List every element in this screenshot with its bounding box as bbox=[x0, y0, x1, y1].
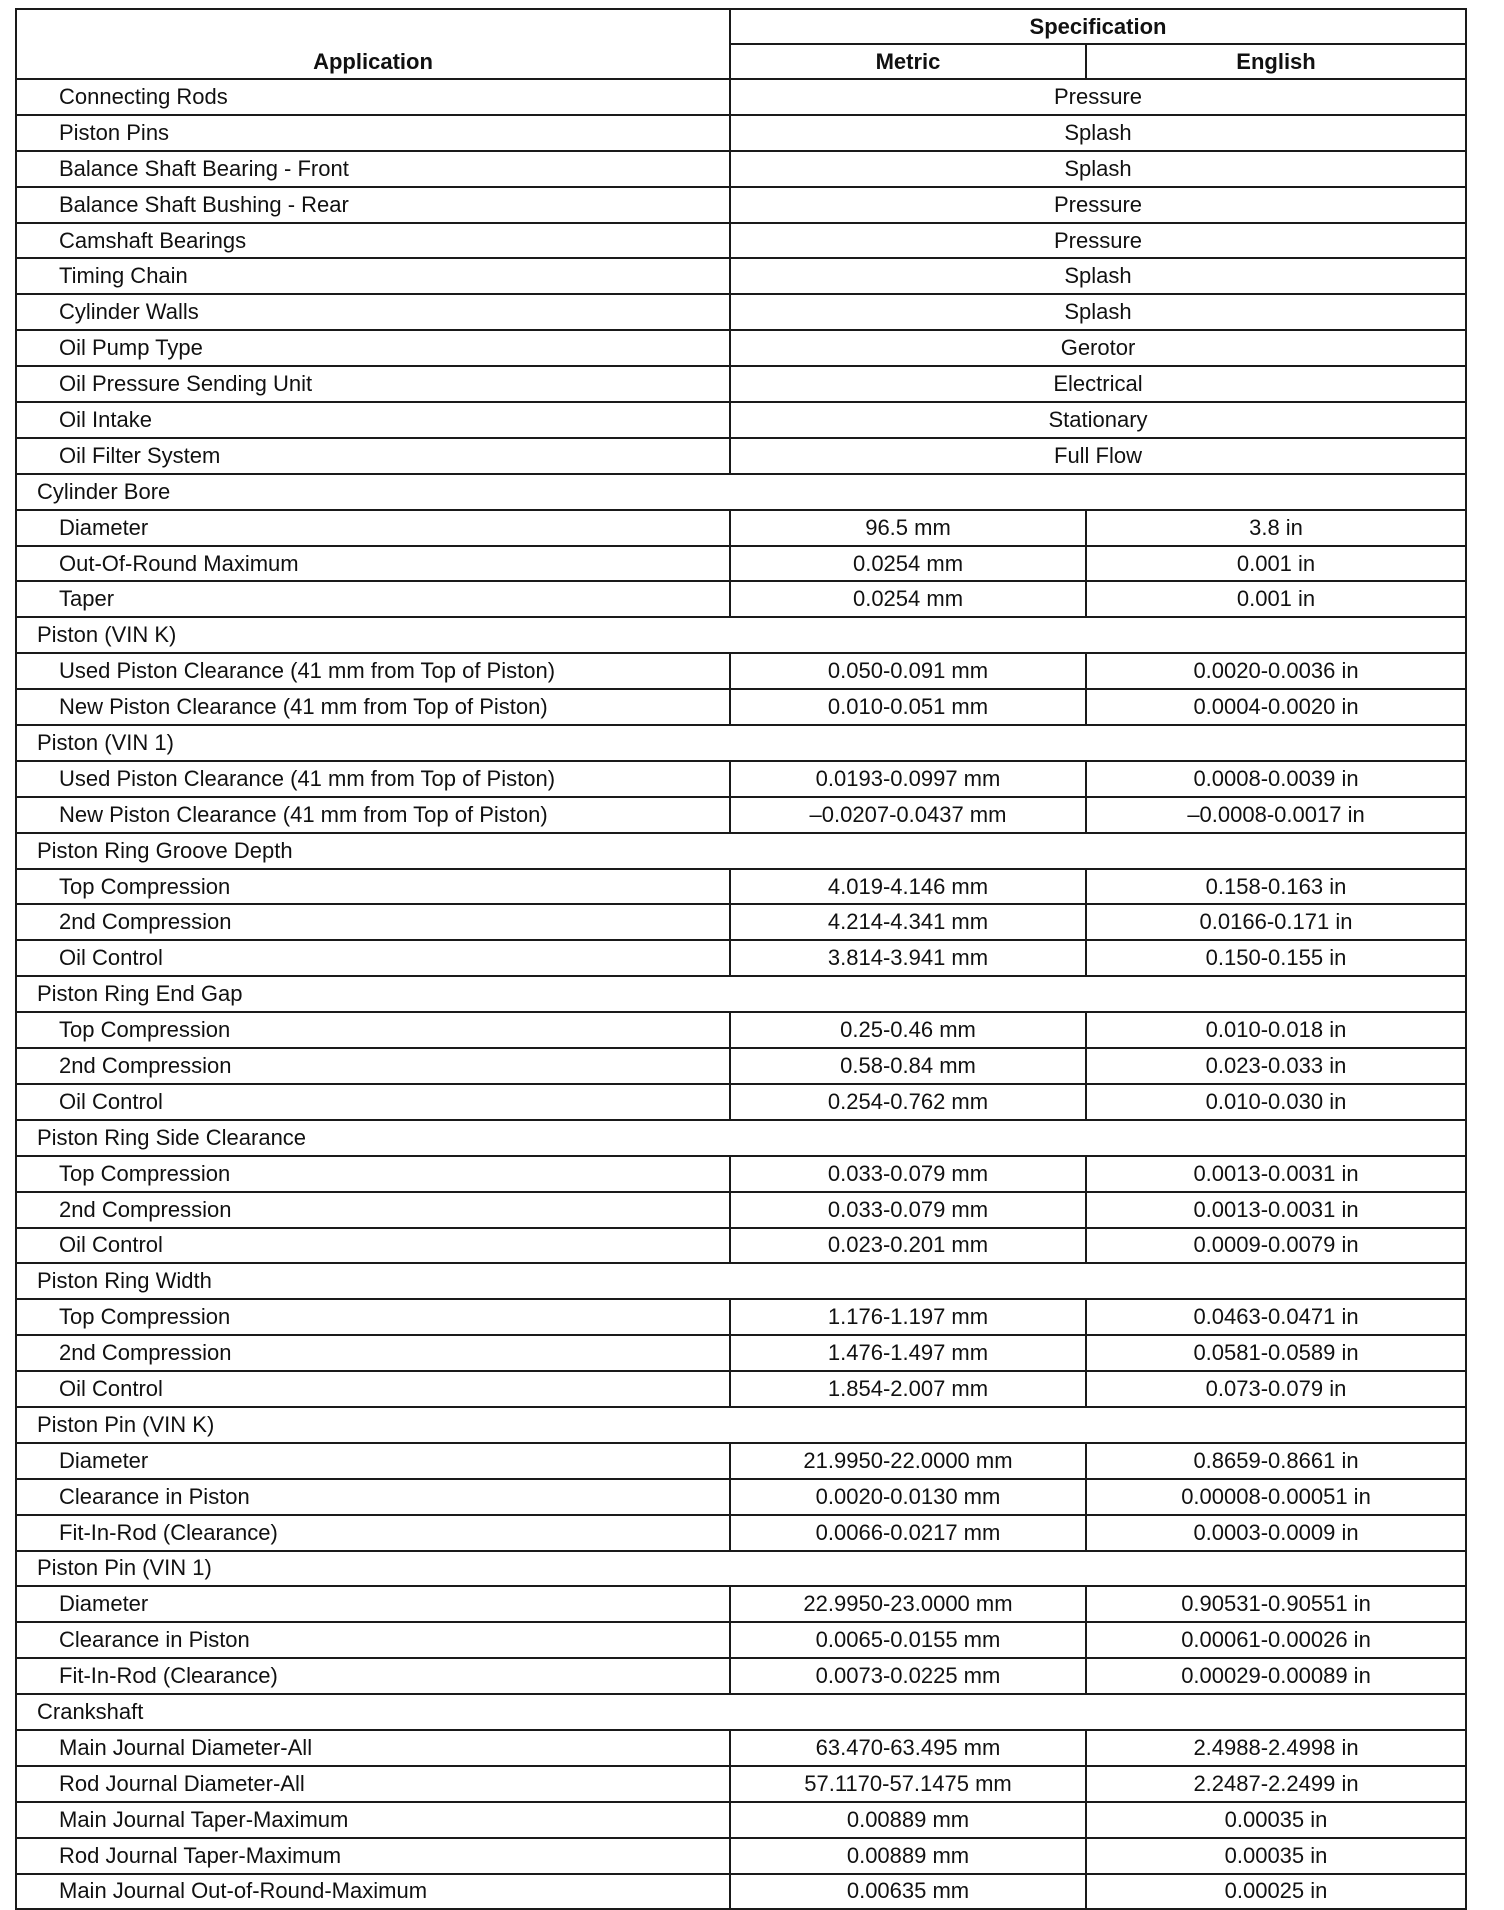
english-cell: 0.0013-0.0031 in bbox=[1086, 1156, 1466, 1192]
table-row bbox=[16, 115, 1466, 151]
metric-cell: 0.00889 mm bbox=[730, 1802, 1086, 1838]
application-cell: 2nd Compression bbox=[16, 1048, 730, 1084]
metric-cell: 0.00635 mm bbox=[730, 1874, 1086, 1910]
table-row bbox=[16, 904, 1466, 940]
application-cell: Diameter bbox=[16, 1443, 730, 1479]
english-cell: 0.0166-0.171 in bbox=[1086, 904, 1466, 940]
section-row bbox=[16, 725, 1466, 761]
application-cell: Oil Control bbox=[16, 1371, 730, 1407]
application-cell: 2nd Compression bbox=[16, 1192, 730, 1228]
metric-cell: 0.58-0.84 mm bbox=[730, 1048, 1086, 1084]
english-cell: 0.0009-0.0079 in bbox=[1086, 1228, 1466, 1264]
table-row bbox=[16, 761, 1466, 797]
metric-cell: 0.050-0.091 mm bbox=[730, 653, 1086, 689]
metric-cell: 0.0193-0.0997 mm bbox=[730, 761, 1086, 797]
metric-cell: 3.814-3.941 mm bbox=[730, 940, 1086, 976]
metric-cell: 57.1170-57.1475 mm bbox=[730, 1766, 1086, 1802]
table-row bbox=[16, 1802, 1466, 1838]
metric-cell: 96.5 mm bbox=[730, 510, 1086, 546]
english-cell: 0.8659-0.8661 in bbox=[1086, 1443, 1466, 1479]
english-cell: 0.00029-0.00089 in bbox=[1086, 1658, 1466, 1694]
header-row-top bbox=[16, 9, 1466, 44]
english-cell: 0.00008-0.00051 in bbox=[1086, 1479, 1466, 1515]
table-row bbox=[16, 1874, 1466, 1910]
english-cell: 0.0463-0.0471 in bbox=[1086, 1299, 1466, 1335]
english-cell: 0.073-0.079 in bbox=[1086, 1371, 1466, 1407]
metric-cell: 0.0020-0.0130 mm bbox=[730, 1479, 1086, 1515]
metric-cell: 1.476-1.497 mm bbox=[730, 1335, 1086, 1371]
english-cell: 0.0581-0.0589 in bbox=[1086, 1335, 1466, 1371]
application-cell: Oil Pump Type bbox=[16, 330, 730, 366]
english-cell: 0.150-0.155 in bbox=[1086, 940, 1466, 976]
table-row bbox=[16, 797, 1466, 833]
english-cell: 2.4988-2.4998 in bbox=[1086, 1730, 1466, 1766]
section-label: Piston (VIN K) bbox=[16, 617, 1466, 653]
metric-cell: 0.00889 mm bbox=[730, 1838, 1086, 1874]
table-row bbox=[16, 1730, 1466, 1766]
application-cell: Fit-In-Rod (Clearance) bbox=[16, 1515, 730, 1551]
table-row bbox=[16, 1084, 1466, 1120]
table-row bbox=[16, 1766, 1466, 1802]
specification-cell: Electrical bbox=[730, 366, 1466, 402]
english-cell: 0.001 in bbox=[1086, 581, 1466, 617]
table-row bbox=[16, 940, 1466, 976]
header-metric: Metric bbox=[730, 44, 1086, 79]
application-cell: Balance Shaft Bearing - Front bbox=[16, 151, 730, 187]
english-cell: 2.2487-2.2499 in bbox=[1086, 1766, 1466, 1802]
english-cell: 0.00061-0.00026 in bbox=[1086, 1622, 1466, 1658]
section-row bbox=[16, 617, 1466, 653]
specification-cell: Splash bbox=[730, 115, 1466, 151]
table-row bbox=[16, 1515, 1466, 1551]
header-application: Application bbox=[16, 9, 730, 79]
application-cell: Diameter bbox=[16, 510, 730, 546]
section-label: Piston Ring End Gap bbox=[16, 976, 1466, 1012]
section-row bbox=[16, 1263, 1466, 1299]
specification-cell: Pressure bbox=[730, 223, 1466, 259]
application-cell: Top Compression bbox=[16, 869, 730, 905]
specification-cell: Stationary bbox=[730, 402, 1466, 438]
section-label: Piston Pin (VIN K) bbox=[16, 1407, 1466, 1443]
metric-cell: 0.0073-0.0225 mm bbox=[730, 1658, 1086, 1694]
application-cell: Rod Journal Diameter-All bbox=[16, 1766, 730, 1802]
application-cell: Taper bbox=[16, 581, 730, 617]
section-label: Piston Ring Width bbox=[16, 1263, 1466, 1299]
section-row bbox=[16, 1407, 1466, 1443]
table-row bbox=[16, 1192, 1466, 1228]
specification-cell: Splash bbox=[730, 151, 1466, 187]
english-cell: 3.8 in bbox=[1086, 510, 1466, 546]
application-cell: Piston Pins bbox=[16, 115, 730, 151]
application-cell: Diameter bbox=[16, 1586, 730, 1622]
table-row bbox=[16, 438, 1466, 474]
specification-cell: Splash bbox=[730, 294, 1466, 330]
section-label: Crankshaft bbox=[16, 1694, 1466, 1730]
spec-sheet bbox=[15, 8, 1465, 1910]
table-row bbox=[16, 79, 1466, 115]
table-row bbox=[16, 1012, 1466, 1048]
application-cell: Clearance in Piston bbox=[16, 1622, 730, 1658]
table-row bbox=[16, 1156, 1466, 1192]
application-cell: 2nd Compression bbox=[16, 1335, 730, 1371]
english-cell: 0.158-0.163 in bbox=[1086, 869, 1466, 905]
table-row bbox=[16, 223, 1466, 259]
english-cell: 0.90531-0.90551 in bbox=[1086, 1586, 1466, 1622]
table-row bbox=[16, 294, 1466, 330]
table-row bbox=[16, 1048, 1466, 1084]
application-cell: Connecting Rods bbox=[16, 79, 730, 115]
english-cell: 0.0008-0.0039 in bbox=[1086, 761, 1466, 797]
table-row bbox=[16, 581, 1466, 617]
metric-cell: 0.010-0.051 mm bbox=[730, 689, 1086, 725]
section-row bbox=[16, 474, 1466, 510]
section-label: Piston (VIN 1) bbox=[16, 725, 1466, 761]
application-cell: Balance Shaft Bushing - Rear bbox=[16, 187, 730, 223]
application-cell: Oil Control bbox=[16, 1228, 730, 1264]
section-row bbox=[16, 1694, 1466, 1730]
application-cell: Oil Pressure Sending Unit bbox=[16, 366, 730, 402]
english-cell: 0.0003-0.0009 in bbox=[1086, 1515, 1466, 1551]
metric-cell: 21.9950-22.0000 mm bbox=[730, 1443, 1086, 1479]
english-cell: 0.00035 in bbox=[1086, 1838, 1466, 1874]
application-cell: Main Journal Diameter-All bbox=[16, 1730, 730, 1766]
metric-cell: 0.033-0.079 mm bbox=[730, 1192, 1086, 1228]
application-cell: Oil Filter System bbox=[16, 438, 730, 474]
english-cell: –0.0008-0.0017 in bbox=[1086, 797, 1466, 833]
section-row bbox=[16, 976, 1466, 1012]
table-row bbox=[16, 1299, 1466, 1335]
application-cell: Clearance in Piston bbox=[16, 1479, 730, 1515]
table-row bbox=[16, 187, 1466, 223]
table-row bbox=[16, 402, 1466, 438]
application-cell: Rod Journal Taper-Maximum bbox=[16, 1838, 730, 1874]
application-cell: Oil Control bbox=[16, 1084, 730, 1120]
section-row bbox=[16, 833, 1466, 869]
metric-cell: 4.214-4.341 mm bbox=[730, 904, 1086, 940]
application-cell: Fit-In-Rod (Clearance) bbox=[16, 1658, 730, 1694]
table-row bbox=[16, 1228, 1466, 1264]
section-row bbox=[16, 1551, 1466, 1587]
application-cell: New Piston Clearance (41 mm from Top of Piston) bbox=[16, 689, 730, 725]
english-cell: 0.010-0.030 in bbox=[1086, 1084, 1466, 1120]
english-cell: 0.010-0.018 in bbox=[1086, 1012, 1466, 1048]
table-row bbox=[16, 1335, 1466, 1371]
application-cell: New Piston Clearance (41 mm from Top of Piston) bbox=[16, 797, 730, 833]
metric-cell: 0.0065-0.0155 mm bbox=[730, 1622, 1086, 1658]
metric-cell: –0.0207-0.0437 mm bbox=[730, 797, 1086, 833]
english-cell: 0.023-0.033 in bbox=[1086, 1048, 1466, 1084]
table-row bbox=[16, 1622, 1466, 1658]
table-row bbox=[16, 653, 1466, 689]
specification-cell: Splash bbox=[730, 258, 1466, 294]
english-cell: 0.0020-0.0036 in bbox=[1086, 653, 1466, 689]
metric-cell: 4.019-4.146 mm bbox=[730, 869, 1086, 905]
application-cell: Main Journal Taper-Maximum bbox=[16, 1802, 730, 1838]
table-row bbox=[16, 869, 1466, 905]
header-english: English bbox=[1086, 44, 1466, 79]
application-cell: Top Compression bbox=[16, 1012, 730, 1048]
metric-cell: 22.9950-23.0000 mm bbox=[730, 1586, 1086, 1622]
english-cell: 0.0013-0.0031 in bbox=[1086, 1192, 1466, 1228]
metric-cell: 63.470-63.495 mm bbox=[730, 1730, 1086, 1766]
table-row bbox=[16, 1371, 1466, 1407]
section-label: Piston Ring Groove Depth bbox=[16, 833, 1466, 869]
section-label: Piston Ring Side Clearance bbox=[16, 1120, 1466, 1156]
metric-cell: 0.033-0.079 mm bbox=[730, 1156, 1086, 1192]
table-body bbox=[16, 79, 1466, 1909]
application-cell: Main Journal Out-of-Round-Maximum bbox=[16, 1874, 730, 1910]
table-row bbox=[16, 1658, 1466, 1694]
metric-cell: 0.25-0.46 mm bbox=[730, 1012, 1086, 1048]
table-row bbox=[16, 1479, 1466, 1515]
metric-cell: 0.0066-0.0217 mm bbox=[730, 1515, 1086, 1551]
table-row bbox=[16, 1443, 1466, 1479]
section-label: Cylinder Bore bbox=[16, 474, 1466, 510]
application-cell: Cylinder Walls bbox=[16, 294, 730, 330]
application-cell: Timing Chain bbox=[16, 258, 730, 294]
application-cell: Top Compression bbox=[16, 1299, 730, 1335]
application-cell: Camshaft Bearings bbox=[16, 223, 730, 259]
application-cell: Used Piston Clearance (41 mm from Top of Piston) bbox=[16, 653, 730, 689]
table-row bbox=[16, 510, 1466, 546]
table-row bbox=[16, 1586, 1466, 1622]
english-cell: 0.001 in bbox=[1086, 546, 1466, 582]
table-row bbox=[16, 330, 1466, 366]
specification-cell: Pressure bbox=[730, 79, 1466, 115]
specification-cell: Full Flow bbox=[730, 438, 1466, 474]
table-row bbox=[16, 689, 1466, 725]
application-cell: 2nd Compression bbox=[16, 904, 730, 940]
engine-spec-table bbox=[15, 8, 1467, 1910]
metric-cell: 0.254-0.762 mm bbox=[730, 1084, 1086, 1120]
table-row bbox=[16, 546, 1466, 582]
metric-cell: 1.176-1.197 mm bbox=[730, 1299, 1086, 1335]
specification-cell: Pressure bbox=[730, 187, 1466, 223]
metric-cell: 0.0254 mm bbox=[730, 581, 1086, 617]
specification-cell: Gerotor bbox=[730, 330, 1466, 366]
table-row bbox=[16, 366, 1466, 402]
table-row bbox=[16, 1838, 1466, 1874]
english-cell: 0.00025 in bbox=[1086, 1874, 1466, 1910]
metric-cell: 1.854-2.007 mm bbox=[730, 1371, 1086, 1407]
english-cell: 0.00035 in bbox=[1086, 1802, 1466, 1838]
application-cell: Oil Control bbox=[16, 940, 730, 976]
section-label: Piston Pin (VIN 1) bbox=[16, 1551, 1466, 1587]
application-cell: Out-Of-Round Maximum bbox=[16, 546, 730, 582]
table-row bbox=[16, 151, 1466, 187]
application-cell: Top Compression bbox=[16, 1156, 730, 1192]
application-cell: Used Piston Clearance (41 mm from Top of Piston) bbox=[16, 761, 730, 797]
metric-cell: 0.023-0.201 mm bbox=[730, 1228, 1086, 1264]
header-specification: Specification bbox=[730, 9, 1466, 44]
metric-cell: 0.0254 mm bbox=[730, 546, 1086, 582]
table-row bbox=[16, 258, 1466, 294]
english-cell: 0.0004-0.0020 in bbox=[1086, 689, 1466, 725]
application-cell: Oil Intake bbox=[16, 402, 730, 438]
section-row bbox=[16, 1120, 1466, 1156]
